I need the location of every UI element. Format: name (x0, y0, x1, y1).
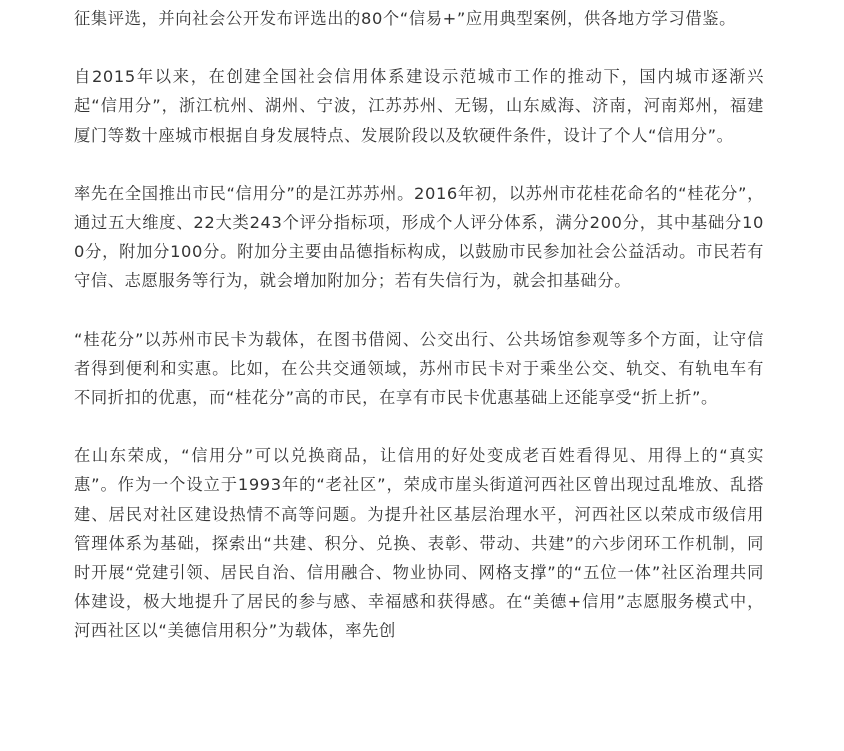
article-body (74, 4, 764, 675)
paragraph: 自2015年以来，在创建全国社会信用体系建设示范城市工作的推动下，国内城市逐渐兴起“信用分”，浙江杭州、湖州、宁波，江苏苏州、无锡，山东威海、济南，河南郑州，福建厦门等数十座城市根据自身发展特点、发展阶段以及软硬件条件，设计了个人“信用分”。 (74, 67, 764, 145)
paragraph: 征集评选，并向社会公开发布评选出的80个“信易+”应用典型案例，供各地方学习借鉴。 (74, 9, 736, 28)
paragraph: “桂花分”以苏州市民卡为载体，在图书借阅、公交出行、公共场馆参观等多个方面，让守信者得到便利和实惠。比如，在公共交通领域，苏州市民卡对于乘坐公交、轨交、有轨电车有不同折扣的优惠，而“桂花分”高的市民，在享有市民卡优惠基础上还能享受“折上折”。 (74, 329, 764, 408)
paragraph: 率先在全国推出市民“信用分”的是江苏苏州。2016年初，以苏州市花桂花命名的“桂花分”，通过五大维度、22大类243个评分指标项，形成个人评分体系，满分200分，其中基础分100分，附加分100分。附加分主要由品德指标构成，以鼓励市民参加社会公益活动。市民若有守信、志愿服务等行为，就会增加附加分；若有失信行为，就会扣基础分。 (74, 183, 764, 291)
paragraph: 在山东荣成，“信用分”可以兑换商品，让信用的好处变成老百姓看得见、用得上的“真实惠”。作为一个设立于1993年的“老社区”，荣成市崖头街道河西社区曾出现过乱堆放、乱搭建、居民对社区建设热情不高等问题。为提升社区基层治理水平，河西社区以荣成市级信用管理体系为基础，探索出“共建、积分、兑换、表彰、带动、共建”的六步闭环工作机制，同时开展“党建引领、居民自治、信用融合、物业协同、网格支撑”的“五位一体”社区治理共同体建设，极大地提升了居民的参与感、幸福感和获得感。在“美德+信用”志愿服务模式中，河西社区以“美德信用积分”为载体，率先创 (74, 446, 764, 641)
